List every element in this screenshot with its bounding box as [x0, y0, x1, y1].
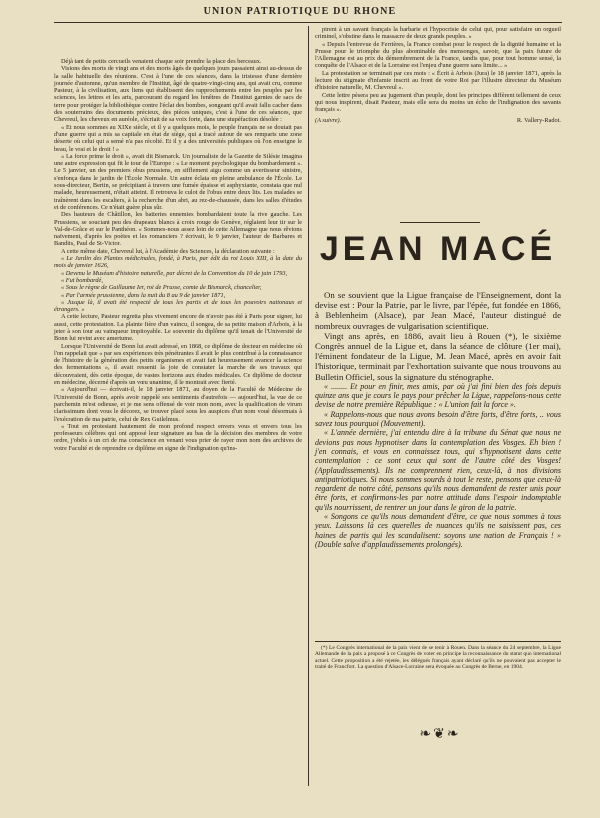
footnote — [315, 645, 561, 671]
declaration-quote: « Le Jardin des Plantes médicinales, fondé, à Paris, par édit du roi Louis XIII, à la date du mois de janvier 1626, — [54, 255, 302, 270]
to-be-continued: (A suivre). — [315, 116, 342, 124]
section-rule — [400, 222, 480, 223]
declaration-quote: « Devenu le Muséum d'histoire naturelle, par décret de la Convention du 10 de juin 1793, — [61, 269, 288, 277]
running-head: UNION PATRIOTIQUE DU RHONE — [203, 6, 397, 17]
right-paragraph: Cette lettre pèsera peu au jugement d'un peuple, dont les principes diffèrent tellement de ceux qui nous inspirent, disait Pasteur, mais elle sera du moins un écho de l'indignation des savants français ». — [315, 91, 561, 114]
header-rule — [54, 22, 562, 23]
right-column — [315, 26, 561, 124]
left-paragraph: Déjà tant de petits cercueils venaient chaque soir prendre la place des berceaux. — [61, 58, 262, 65]
article-paragraph: Vingt ans après, en 1886, avait lieu à Rouen (*), le sixième Congrès annuel de la Ligue et, dans la séance de clôture (1er mai), l'éminent fondateur de la Ligue, M. Jean Macé, après en avoir fait l'historique, terminait par l'exhortation suivante que nous trouvons au Bulletin Officiel, sous la signature du sténographe. — [315, 330, 561, 382]
speech-quote: « Rappelons-nous que nous avons besoin d'être forts, d'être forts, .. vous savez tous pourquoi (Mouvement). — [315, 409, 561, 429]
left-paragraph: A cette même date, Chevreul lut, à l'Académie des Sciences, la déclaration suivante : — [61, 247, 275, 255]
article-signature — [315, 117, 561, 124]
left-paragraph: Des hauteurs de Châtillon, les batteries ennemies bombardaient toute la rive gauche. Les Prussiens, se souciant peu des drapeaux blancs à croix rouge de Genève, réglaient leur tir sur le Val-de-Grâce et sur le Panthéon. « Sommes-nous assez loin de cette Allemagne que nous rêvions naïvement, d'après les poètes et les romanciers ? écrivait, le 9 janvier, l'auteur de Barbares et Bandits, Paul de St-Victor. — [54, 211, 302, 248]
declaration-quote: « Jusque là, il avait été respecté de tous les partis et de tous les pouvoirs nationaux et étrangers. » — [54, 298, 302, 314]
footnote-rule — [315, 641, 561, 642]
left-paragraph: « La force prime le droit », avait dit Bismarck. Un journaliste de la Gazette de Silésie imagina une autre expression qui fit le tour de l'Europe : « Le moment psychologique du bombardement ». Le 5 janvier, un des premiers obus prussiens, en sifflement aigu comme un avertisseur sinistre, s'enfonça dans le jardin de l'École Normale. Un autre éclata en pleine ambulance de l'École. Le sous-directeur, Bertin, se précipitant à travers une fumée épaisse et asphyxiante, constata que nul malade, heureusement, n'était atteint. Il retrouva le culot de l'obus entre deux lits. Les malades se traînèrent dans les escaliers, à la recherche d'un abri, au rez-de-chaussée, dans les salles d'études et de conférences. Ce n'était guère plus sûr. — [54, 152, 302, 211]
left-paragraph: Visions des morts de vingt ans et des morts âgés de quelques jours passaient ainsi au-dessus de la salle habituelle des réunions. C'est à l'une de ces séances, dans la tristesse d'une dernière journée d'automne, qu'un membre de l'Institut, âgé de quatre-vingt-cinq ans, qui avait cru, comme Pasteur, à la civilisation, aux liens qui établissent des rapprochements entre les peuples par les sciences, les lettres et les arts, parcourant du regard les fenêtres de l'Institut garnies de sacs de terre pour protéger la bibliothèque contre l'éclat des bombes, songeant qu'il avait fallu cacher dans des souterrains des documents précieux, des pièces uniques, c'est à l'une de ces séances, que Chevreul, les cheveux en auréole, s'écriait de sa voix forte, dans une stupéfaction désolée : — [54, 65, 302, 124]
author-signature: R. Vallery-Radot. — [516, 116, 561, 124]
declaration-quote: « Fut bombardé, — [61, 276, 103, 284]
article-title: JEAN MACÉ — [319, 230, 557, 268]
left-paragraph: A cette lecture, Pasteur regretta plus vivement encore de n'avoir pas été à Paris pour signer, lui aussi, cette protestation. La plainte fière d'un vaincu, il songea, de sa petite maison d'Arbois, à la jeter à son tour au vainqueur impitoyable. Le souvenir du diplôme qu'il tenait de l'Université de Bonn lui revint avec amertume. — [54, 313, 302, 343]
left-paragraph: Lorsque l'Université de Bonn lui avait adressé, en 1868, ce diplôme de docteur en médecine où l'on rappelait que « par ses expériences très pénétrantes il avait le plus contribué à la connaissance de l'histoire de la génération des petits organismes et avait fait heureusement avancer la science des fermentations », il avait ressenti la joie de constater la marche de ses travaux qui découvraient, dès cette époque, de vastes horizons aux études médicales. Ce diplôme de docteur en médecine, décerné d'après un vœu unanime, il le montrait avec fierté. — [54, 342, 302, 387]
article-title-block — [315, 227, 561, 271]
left-paragraph: « Tout en protestant hautement de mon profond respect envers vous et envers tous les professeurs célèbres qui ont apposé leur signature au bas de la décision des membres de votre ordre, j'obéis à un cri de ma conscience en venant vous prier de rayer mon nom des archives de votre Faculté et de reprendre ce diplôme en signe de l'indignation qu'ins- — [54, 422, 302, 452]
right-paragraph: « Depuis l'entrevue de Ferrières, la France combat pour le respect de la dignité humaine et la Prusse pour le triomphe du plus abominable des mensonges, savoir, que la paix future de l'Allemagne est au prix du démembrement de la France, tandis que, pour tout homme sensé, la conquête de l'Alsace et de la Lorraine est l'enjeu d'une guerre sans limite... » — [315, 40, 561, 70]
column-divider — [308, 26, 309, 786]
declaration-quote: « Par l'armée prussienne, dans la nuit du 8 au 9 de janvier 1871, — [61, 291, 226, 299]
ornament-icon: ❧❦❧ — [419, 727, 461, 742]
speech-quote: « ........ Et pour en finir, mes amis, par où j'ai fini bien des fois depuis quinze ans que je cours le pays pour prêcher la Ligue, rappelons-nous cette devise de notre première République : « L'union fait la force ». — [315, 381, 561, 410]
article-body — [315, 290, 561, 549]
speech-quote: « Songons ce qu'ils nous demandent d'être, ce que nous sommes à tous yeux. Laissons là ces querelles de nuances qu'ils ne saisissent pas, ces haines de partis qui les scandalisent: soyons une nation de Français ! » (Double salve d'applaudissements prolongés). — [315, 511, 561, 549]
speech-quote: « L'année dernière, j'ai entendu dire à la tribune du Sénat que nous ne devions pas nous hypnotiser dans la contemplation des Vosges. Eh bien ! j'en connais, et vous en connaissez tous, qui s'hypnotisent dans cette contemplation : ce sont ceux qui sont de l'autre côté des Vosges! (Applaudissements). Ils ne comprennent rien, ceux-là, à nos divisions antipatriotiques. Si nous sommes sourds à tout le reste, pensons que ceux-là regardent de notre côté, pensons qu'ils nous demandent de rester unis pour être forts, et confirmons-les par notre attitude dans l'espoir indomptable qu'ils nourrissent, de rentrer un jour dans le giron de la patrie. — [315, 428, 561, 512]
declaration-quote: « Sous le règne de Guillaume Ier, roi de Prusse, comte de Bismarck, chancelier, — [61, 284, 262, 292]
left-paragraph: « Aujourd'hui — écrivait-il, le 18 janvier 1871, au doyen de la Faculté de Médecine de l'Université de Bonn, après avoir rappelé ses sentiments d'autrefois — aujourd'hui, la vue de ce parchemin m'est odieuse, et je me sens offensé de voir mon nom, avec la qualification de virum clarissimum dont vous le décorez, se trouver placé sous les auspices d'un nom voué désormais à l'exécration de ma patrie, celui de Rex Guilelmus. — [54, 386, 302, 423]
right-paragraph: pirent à un savant français la barbarie et l'hypocrisie de celui qui, pour satisfaire un orgueil criminel, s'obstine dans le massacre de deux grands peuples. » — [315, 26, 561, 41]
footnote-text: (*) Le Congrès international de la paix vient de se tenir à Rouen. Dans la séance du 24 septembre, la Ligue Allemande de la paix a proposé à ce Congrès de voter en principe la reconnaissance du statut quo international actuel. Cette proposition a été rejetée, les délégués français ayant déclaré qu'ils ne pouvaient pas accepter le traité de Francfort. La question d'Alsace-Lorraine sera évoquée au Congrès de Berne, en 1904. — [315, 645, 561, 671]
article-paragraph: On se souvient que la Ligue française de l'Enseignement, dont la devise est : Pour la Patrie, par le livre, par l'épée, fut fondée en 1866, à Beblenheim (Alsace), par Jean Macé, l'auteur distingué de nombreux ouvrages de vulgarisation scientifique. — [315, 290, 561, 331]
right-paragraph: La protestation se terminait par ces mots : « Écrit à Arbois (Jura) le 18 janvier 1871, après la lecture du stigmate d'infamie inscrit au front de votre Roi par l'illustre directeur du Muséum d'histoire naturelle, M. Chevreul ». — [315, 69, 561, 92]
left-column — [54, 58, 302, 452]
left-paragraph: « Et nous sommes au XIXe siècle, et il y a quelques mois, le peuple français ne se doutait pas d'une guerre qui a mis sa capitale en état de siège, qui a tracé autour de ses remparts une zone déserte où celui qui a semé n'a pas récolté. Et il y a des universités publiques où l'on enseigne le beau, le vrai et le droit ! » — [54, 123, 302, 153]
